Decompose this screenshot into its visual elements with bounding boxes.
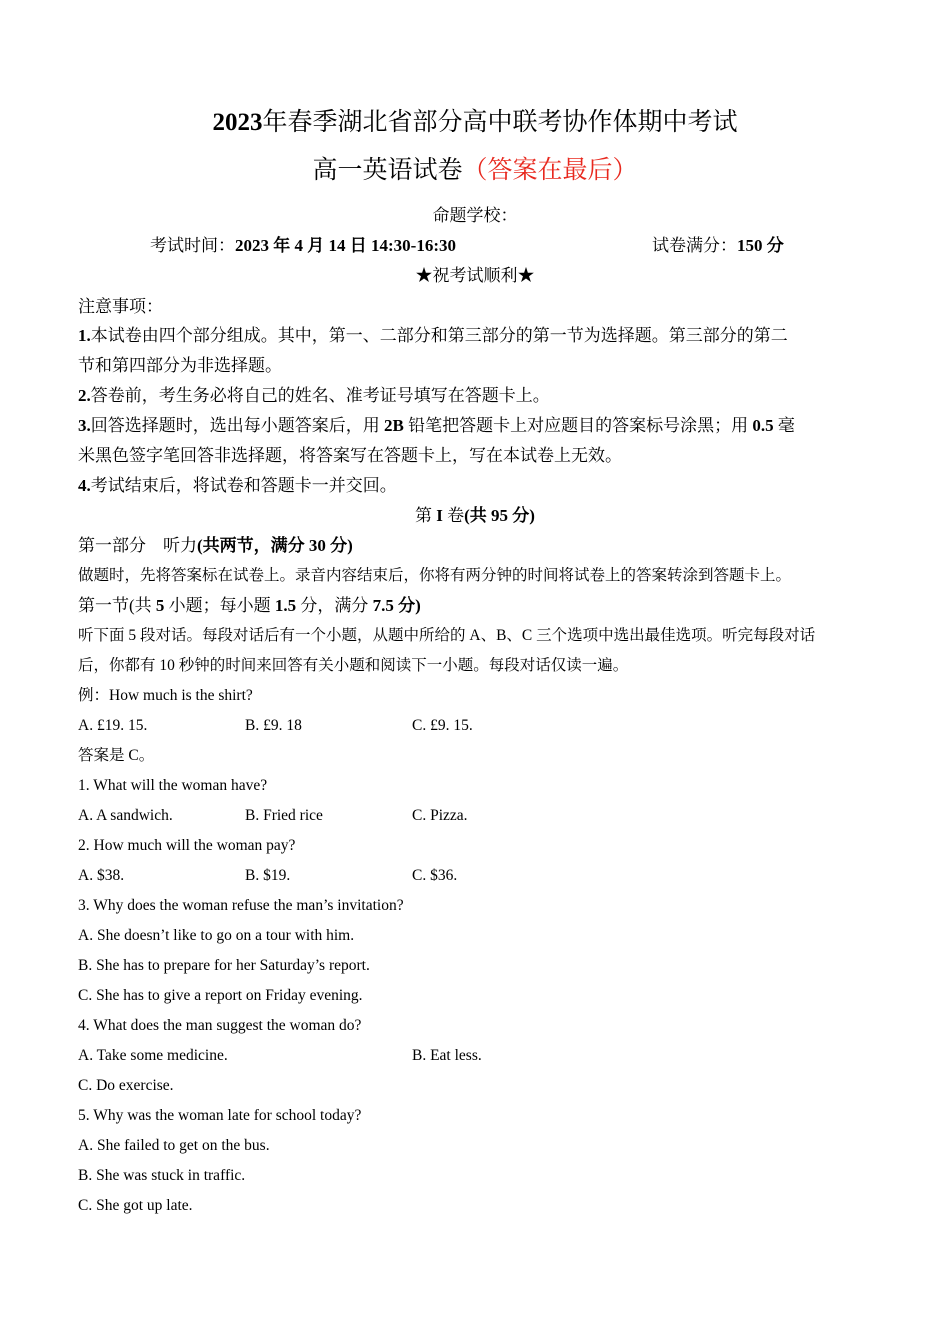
exam-subtitle: 高一英语试卷（答案在最后） [312, 157, 638, 184]
question-stem: 3. Why does the woman refuse the man’s invitation? [78, 897, 404, 914]
question-option: A. She doesn’t like to go on a tour with him. [78, 927, 355, 944]
question-option: C. She has to give a report on Friday evening. [78, 987, 363, 1004]
note-item-1: 1.本试卷由四个部分组成。其中，第一、二部分和第三部分的第一节为选择题。第三部分的第二 [78, 326, 788, 345]
exam-time: 考试时间：2023 年 4 月 14 日 14:30-16:30 [150, 236, 456, 255]
part1-instruction: 做题时，先将答案标在试卷上。录音内容结束后，你将有两分钟的时间将试卷上的答案转涂到答题卡上。 [78, 567, 792, 584]
note-item-3: 3.回答选择题时，选出每小题答案后，用 2B 铅笔把答题卡上对应题目的答案标号涂黑；用 0.5 毫 [78, 416, 795, 435]
note-item-2: 2.答卷前，考生务必将自己的姓名、准考证号填写在答题卡上。 [78, 386, 550, 405]
example-option-a: A. £19. 15. [78, 717, 148, 734]
school-label: 命题学校： [432, 206, 518, 225]
question-option: C. She got up late. [78, 1197, 193, 1214]
note-item-1-cont: 节和第四部分为非选择题。 [78, 356, 282, 375]
question-option: A. $38. [78, 867, 125, 884]
answer-note: （答案在最后） [462, 157, 638, 184]
example-question: 例：How much is the shirt? [78, 687, 253, 704]
example-answer: 答案是 C。 [78, 747, 155, 764]
good-luck-line: ★祝考试顺利★ [415, 266, 535, 285]
note-item-4: 4.考试结束后，将试卷和答题卡一并交回。 [78, 476, 397, 495]
example-option-c: C. £9. 15. [412, 717, 473, 734]
question-option: A. She failed to get on the bus. [78, 1137, 270, 1154]
question-option: A. Take some medicine. [78, 1047, 228, 1064]
question-option: C. $36. [412, 867, 458, 884]
note-item-3-cont: 米黑色签字笔回答非选择题，将答案写在答题卡上，写在本试卷上无效。 [78, 446, 622, 465]
part1-title: 第一部分 听力(共两节，满分 30 分) [78, 536, 353, 555]
question-stem: 4. What does the man suggest the woman do? [78, 1017, 362, 1034]
question-option: B. Eat less. [412, 1047, 482, 1064]
section1-title: 第一节(共 5 小题；每小题 1.5 分，满分 7.5 分) [78, 596, 421, 615]
volume-heading: 第 I 卷(共 95 分) [415, 506, 535, 525]
section1-directions-line1: 听下面 5 段对话。每段对话后有一个小题，从题中所给的 A、B、C 三个选项中选出最佳选项。听完每段对话 [78, 627, 816, 644]
exam-title: 2023年春季湖北省部分高中联考协作体期中考试 [212, 109, 738, 136]
question-option: A. A sandwich. [78, 807, 173, 824]
question-stem: 1. What will the woman have? [78, 777, 268, 794]
section1-directions-line2: 后，你都有 10 秒钟的时间来回答有关小题和阅读下一小题。每段对话仅读一遍。 [78, 657, 629, 674]
question-stem: 2. How much will the woman pay? [78, 837, 296, 854]
question-option: C. Pizza. [412, 807, 468, 824]
question-option: B. She has to prepare for her Saturday’s report. [78, 957, 370, 974]
notes-heading: 注意事项： [78, 297, 163, 316]
example-option-b: B. £9. 18 [245, 717, 302, 734]
question-option: B. Fried rice [245, 807, 323, 824]
question-stem: 5. Why was the woman late for school today? [78, 1107, 362, 1124]
question-option: B. She was stuck in traffic. [78, 1167, 246, 1184]
exam-full-score: 试卷满分：150 分 [652, 236, 784, 255]
question-option: C. Do exercise. [78, 1077, 174, 1094]
question-option: B. $19. [245, 867, 291, 884]
